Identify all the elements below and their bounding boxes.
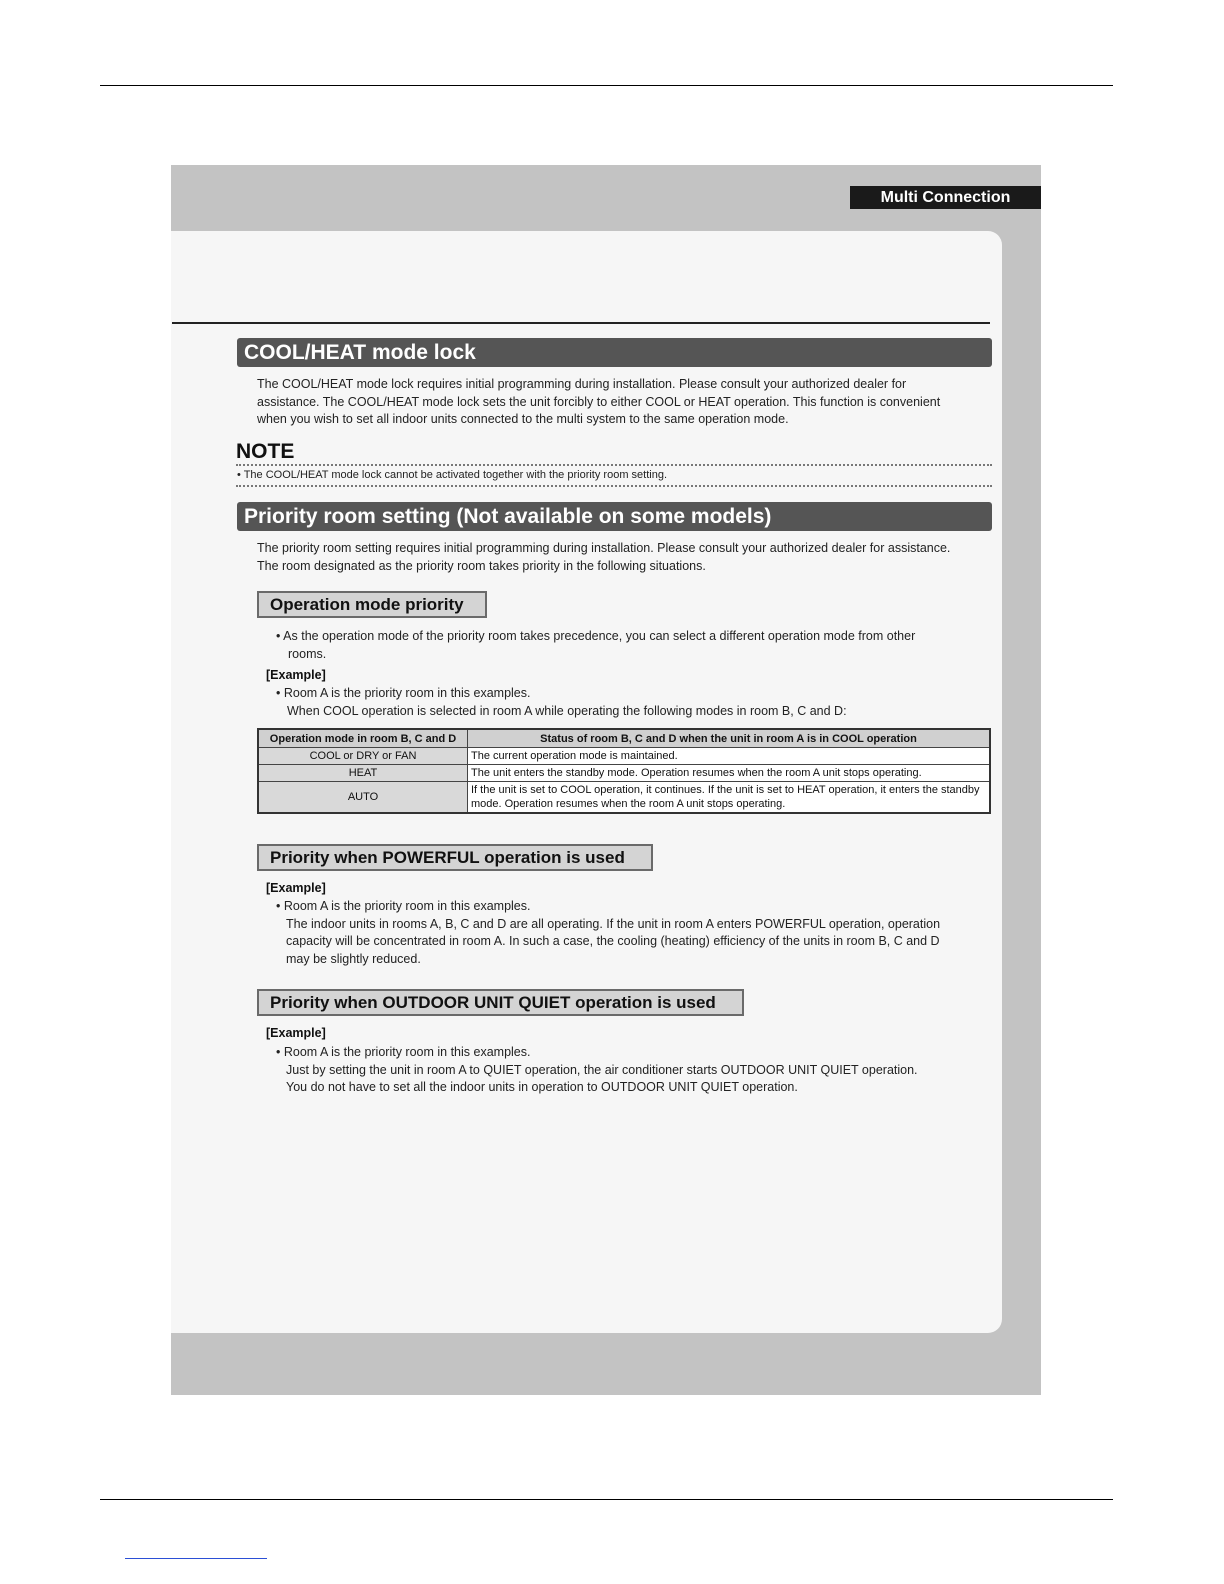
table-cell-status: The unit enters the standby mode. Operation resumes when the room A unit stops operating. <box>468 765 991 782</box>
example-line: may be slightly reduced. <box>286 951 421 966</box>
bottom-rule <box>100 1499 1113 1500</box>
table-row <box>258 748 990 765</box>
op-mode-example <box>276 685 847 720</box>
op-mode-bullet <box>276 628 915 663</box>
operation-mode-priority-heading: Operation mode priority <box>257 591 487 618</box>
table-cell-mode: HEAT <box>258 765 468 782</box>
powerful-example <box>276 898 940 968</box>
paragraph-line: The room designated as the priority room takes priority in the following situations. <box>257 558 706 573</box>
paragraph-line: assistance. The COOL/HEAT mode lock sets the unit forcibly to either COOL or HEAT operation. This function is convenient <box>257 394 941 409</box>
table-row <box>258 782 990 814</box>
paragraph-line: The COOL/HEAT mode lock requires initial programming during installation. Please consult your authorized dealer for <box>257 377 907 391</box>
example-line: • Room A is the priority room in this examples. <box>276 686 531 700</box>
top-rule <box>100 85 1113 86</box>
powerful-heading: Priority when POWERFUL operation is used <box>257 844 653 871</box>
table-row <box>258 765 990 782</box>
example-line: You do not have to set all the indoor units in operation to OUTDOOR UNIT QUIET operation. <box>286 1080 798 1095</box>
table-header: Status of room B, C and D when the unit in room A is in COOL operation <box>468 729 991 748</box>
priority-paragraph <box>257 540 950 575</box>
table-cell-status: If the unit is set to COOL operation, it continues. If the unit is set to HEAT operation, it enters the standby mode. Operation resumes when the room A unit stops operating. <box>468 782 991 814</box>
operation-mode-table <box>257 728 991 814</box>
quiet-example <box>276 1044 918 1097</box>
example-line: capacity will be concentrated in room A. In such a case, the cooling (heating) efficiency of the units in room B, C and D <box>286 934 940 949</box>
note-text: • The COOL/HEAT mode lock cannot be activated together with the priority room setting. <box>237 469 668 481</box>
table-header: Operation mode in room B, C and D <box>258 729 468 748</box>
note-divider-bottom <box>236 485 992 487</box>
example-line: The indoor units in rooms A, B, C and D are all operating. If the unit in room A enters POWERFUL operation, operation <box>286 916 941 931</box>
paragraph-line: The priority room setting requires initial programming during installation. Please consult your authorized dealer for assistance. <box>257 541 951 555</box>
example-line: • Room A is the priority room in this examples. <box>276 1045 531 1059</box>
bullet-line: • As the operation mode of the priority room takes precedence, you can select a different operation mode from other <box>276 629 916 643</box>
table-cell-mode: AUTO <box>258 782 468 814</box>
example-line: When COOL operation is selected in room A while operating the following modes in room B, C and D: <box>287 703 847 718</box>
example-label: [Example] <box>266 668 326 682</box>
bullet-line: rooms. <box>288 646 327 661</box>
quiet-heading: Priority when OUTDOOR UNIT QUIET operation is used <box>257 989 744 1016</box>
panel-rule <box>172 322 990 324</box>
table-header-row <box>258 729 990 748</box>
example-label: [Example] <box>266 881 326 895</box>
note-divider-top <box>236 464 992 466</box>
paragraph-line: when you wish to set all indoor units connected to the multi system to the same operation mode. <box>257 412 789 427</box>
note-title: NOTE <box>236 440 295 463</box>
cool-heat-paragraph <box>257 376 940 429</box>
priority-heading: Priority room setting (Not available on some models) <box>237 502 992 531</box>
example-line: Just by setting the unit in room A to QUIET operation, the air conditioner starts OUTDOOR UNIT QUIET operation. <box>286 1062 918 1077</box>
example-label: [Example] <box>266 1026 326 1040</box>
table-cell-mode: COOL or DRY or FAN <box>258 748 468 765</box>
example-line: • Room A is the priority room in this examples. <box>276 899 531 913</box>
cool-heat-heading: COOL/HEAT mode lock <box>237 338 992 367</box>
footer-link-underline[interactable] <box>125 1558 267 1559</box>
section-tab: Multi Connection <box>850 186 1041 209</box>
table-cell-status: The current operation mode is maintained. <box>468 748 991 765</box>
